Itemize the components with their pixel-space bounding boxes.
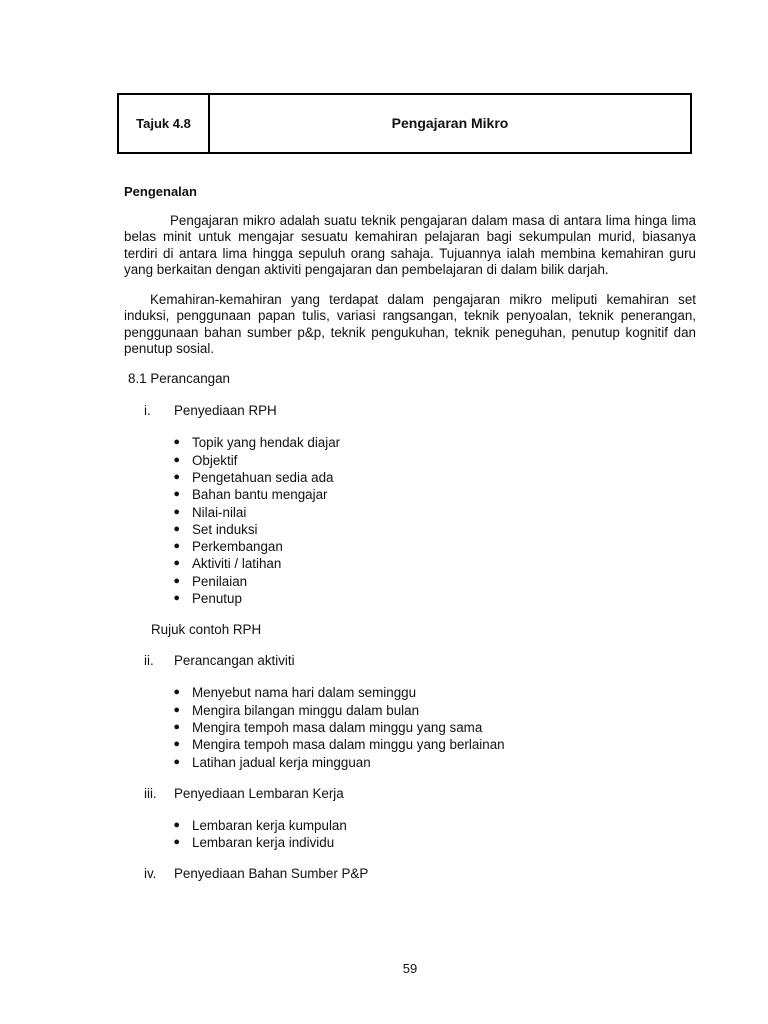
topic-header-box: [117, 93, 692, 154]
planning-item-label: Penyediaan RPH: [174, 403, 277, 419]
bullet-text: Menyebut nama hari dalam seminggu: [192, 685, 417, 701]
bullet-text: Mengira tempoh masa dalam minggu yang berlainan: [192, 737, 505, 753]
reference-note: Rujuk contoh RPH: [151, 622, 262, 638]
bullet-item: [124, 521, 696, 538]
bullet-item: [124, 590, 696, 607]
bullet-item: [124, 684, 696, 701]
bullet-icon: ●: [173, 470, 180, 483]
roman-numeral-text: i.: [144, 403, 151, 419]
bullet-icon: ●: [173, 755, 180, 768]
roman-numeral-text: ii.: [144, 653, 154, 669]
bullet-text: Set induksi: [192, 521, 258, 537]
planning-item-label: Penyediaan Lembaran Kerja: [174, 785, 344, 801]
planning-item: [124, 786, 696, 802]
intro-paragraph-2: Kemahiran-kemahiran yang terdapat dalam pengajaran mikro meliputi kemahiran set induksi, penggunaan papan tulis, variasi rangsangan, teknik penyoalan, teknik penerangan, penggunaan bahan sumber p&p, teknik pengukuhan, teknik peneguhan, penutup kognitif dan penutup sosial.: [124, 292, 696, 357]
bullet-text: Latihan jadual kerja mingguan: [192, 754, 371, 770]
bullet-text: Penutup: [192, 591, 242, 607]
bullet-icon: ●: [173, 505, 180, 518]
topic-title: Pengajaran Mikro: [391, 114, 509, 131]
bullet-icon: ●: [173, 818, 180, 831]
planning-item: [124, 866, 696, 882]
document-body: [124, 184, 696, 897]
page-number: 59: [402, 961, 418, 976]
bullet-text: Pengetahuan sedia ada: [192, 469, 334, 485]
bullet-text: Aktiviti / latihan: [192, 556, 282, 572]
bullet-item: [124, 573, 696, 590]
bullet-text: Perkembangan: [192, 539, 283, 555]
planning-item-label: Perancangan aktiviti: [174, 653, 295, 669]
bullet-icon: ●: [173, 453, 180, 466]
bullet-list: [124, 817, 696, 852]
section-title: 8.1 Perancangan: [128, 371, 230, 387]
intro-heading: Pengenalan: [124, 184, 197, 199]
bullet-list: [124, 434, 696, 607]
bullet-text: Penilaian: [192, 573, 248, 589]
roman-numeral-text: iv.: [144, 866, 157, 882]
bullet-text: Topik yang hendak diajar: [192, 435, 341, 451]
bullet-icon: ●: [173, 522, 180, 535]
bullet-text: Mengira tempoh masa dalam minggu yang sama: [192, 719, 483, 735]
bullet-text: Lembaran kerja individu: [192, 835, 335, 851]
planning-item: [124, 403, 696, 419]
bullet-item: [124, 736, 696, 753]
roman-numeral: [124, 866, 174, 882]
bullet-icon: ●: [173, 592, 180, 605]
bullet-item: [124, 834, 696, 851]
bullet-icon: ●: [173, 574, 180, 587]
bullet-item: [124, 719, 696, 736]
bullet-item: [124, 486, 696, 503]
bullet-item: [124, 469, 696, 486]
planning-item: [124, 653, 696, 669]
bullet-icon: ●: [173, 540, 180, 553]
bullet-icon: ●: [173, 738, 180, 751]
bullet-icon: ●: [173, 686, 180, 699]
bullet-list: [124, 684, 696, 770]
roman-numeral: [124, 403, 174, 419]
bullet-item: [124, 702, 696, 719]
bullet-item: [124, 555, 696, 572]
bullet-item: [124, 817, 696, 834]
bullet-text: Nilai-nilai: [192, 504, 247, 520]
bullet-icon: ●: [173, 488, 180, 501]
planning-list: [124, 403, 696, 882]
bullet-item: [124, 434, 696, 451]
bullet-icon: ●: [173, 836, 180, 849]
bullet-item: [124, 452, 696, 469]
bullet-icon: ●: [173, 557, 180, 570]
topic-number: Tajuk 4.8: [119, 95, 210, 152]
bullet-text: Objektif: [192, 452, 238, 468]
bullet-icon: ●: [173, 720, 180, 733]
intro-paragraph-1: Pengajaran mikro adalah suatu teknik pengajaran dalam masa di antara lima hinga lima belas minit untuk mengajar sesuatu kemahiran pelajaran bagi sekumpulan murid, biasanya terdiri di antara lima hingga sepuluh orang sahaja. Tujuannya ialah membina kemahiran guru yang berkaitan dengan aktiviti pengajaran dan pembelajaran di dalam bilik darjah.: [124, 213, 696, 277]
bullet-item: [124, 538, 696, 555]
bullet-item: [124, 754, 696, 771]
bullet-icon: ●: [173, 703, 180, 716]
bullet-item: [124, 504, 696, 521]
bullet-text: Bahan bantu mengajar: [192, 487, 328, 503]
bullet-text: Mengira bilangan minggu dalam bulan: [192, 702, 420, 718]
roman-numeral-text: iii.: [144, 785, 157, 801]
bullet-text: Lembaran kerja kumpulan: [192, 817, 347, 833]
bullet-icon: ●: [173, 436, 180, 449]
roman-numeral: [124, 786, 174, 802]
roman-numeral: [124, 653, 174, 669]
planning-item-label: Penyediaan Bahan Sumber P&P: [174, 866, 369, 882]
